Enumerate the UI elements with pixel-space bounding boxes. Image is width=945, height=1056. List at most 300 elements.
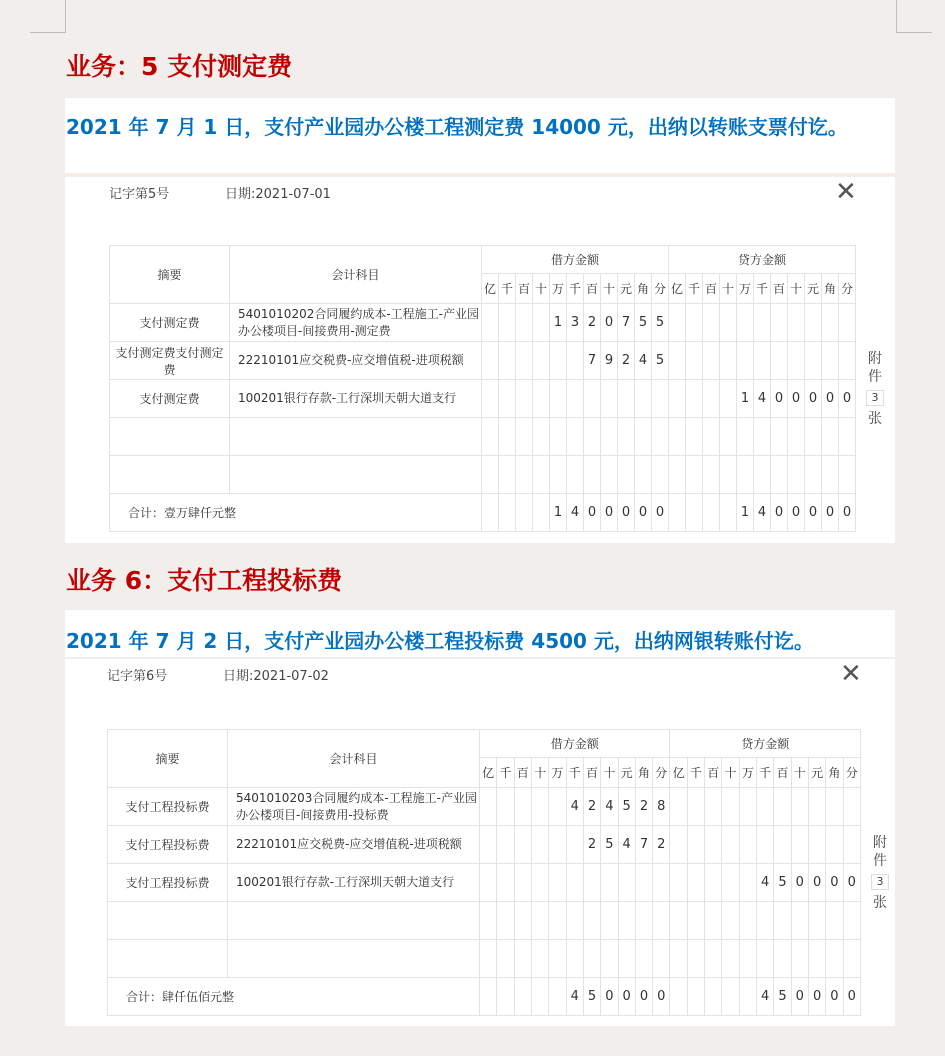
total-label: 合计：肆仟伍佰元整 [108, 978, 480, 1016]
total-credit-digit [669, 494, 686, 532]
credit-digit [774, 826, 791, 864]
entry-account [230, 418, 482, 456]
entry-row[interactable] [108, 902, 861, 940]
credit-digit [705, 864, 722, 902]
entry-row[interactable] [108, 864, 861, 902]
unit-header: 千 [686, 274, 703, 304]
credit-digit [791, 940, 808, 978]
entry-summary: 支付测定费 [110, 380, 230, 418]
debit-digit: 9 [601, 342, 618, 380]
attach-label: 张 [873, 895, 887, 911]
total-debit-digit [482, 494, 499, 532]
credit-digit [687, 826, 704, 864]
credit-digit [670, 826, 687, 864]
entry-row[interactable] [110, 380, 856, 418]
credit-digit [669, 304, 686, 342]
credit-digit [703, 418, 720, 456]
entry-summary: 支付测定费支付测定费 [110, 342, 230, 380]
debit-digit [480, 940, 497, 978]
debit-digit: 2 [635, 788, 652, 826]
credit-digit [722, 902, 739, 940]
entry-account [230, 456, 482, 494]
section-description: 2021 年 7 月 2 日，支付产业园办公楼工程投标费 4500 元，出纳网银转账付讫。 [65, 610, 895, 657]
credit-digit [720, 342, 737, 380]
total-row [108, 978, 861, 1016]
voucher-number: 记字第6号 [107, 669, 168, 684]
page-corner-mark [30, 0, 66, 33]
total-credit-digit: 0 [839, 494, 856, 532]
debit-digit: 5 [635, 304, 652, 342]
debit-digit [514, 864, 531, 902]
total-debit-digit [514, 978, 531, 1016]
debit-digit: 5 [652, 304, 669, 342]
entry-account: 5401010202合同履约成本-工程施工-产业园办公楼项目-间接费用-测定费 [230, 304, 482, 342]
total-credit-digit [720, 494, 737, 532]
debit-digit [533, 342, 550, 380]
debit-digit [653, 864, 670, 902]
debit-digit [480, 864, 497, 902]
unit-header: 亿 [480, 758, 497, 788]
credit-digit [774, 788, 791, 826]
entry-summary: 支付工程投标费 [108, 864, 228, 902]
total-debit-digit: 0 [584, 494, 601, 532]
unit-header: 千 [754, 274, 771, 304]
debit-digit [618, 380, 635, 418]
credit-digit [687, 940, 704, 978]
unit-header: 亿 [670, 758, 687, 788]
debit-digit: 5 [652, 342, 669, 380]
credit-digit [826, 902, 843, 940]
debit-digit [635, 940, 652, 978]
debit-digit [482, 380, 499, 418]
credit-digit [687, 902, 704, 940]
credit-digit [687, 864, 704, 902]
total-debit-digit [499, 494, 516, 532]
credit-digit [720, 304, 737, 342]
credit-digit [805, 342, 822, 380]
unit-header: 万 [737, 274, 754, 304]
debit-digit [549, 864, 566, 902]
debit-digit [531, 864, 548, 902]
debit-digit [566, 864, 583, 902]
credit-digit [843, 902, 860, 940]
debit-digit [601, 380, 618, 418]
unit-header: 分 [653, 758, 670, 788]
unit-header: 角 [826, 758, 843, 788]
entry-row[interactable] [108, 788, 861, 826]
debit-digit [566, 940, 583, 978]
total-debit-digit [533, 494, 550, 532]
debit-digit [497, 788, 514, 826]
total-debit-digit: 0 [635, 978, 652, 1016]
credit-digit [670, 788, 687, 826]
entry-summary [110, 418, 230, 456]
entry-summary: 支付工程投标费 [108, 788, 228, 826]
credit-digit [669, 418, 686, 456]
credit-digit [686, 342, 703, 380]
total-debit-digit: 4 [566, 978, 583, 1016]
credit-digit [754, 418, 771, 456]
debit-digit [635, 902, 652, 940]
credit-digit [771, 418, 788, 456]
page-corner-mark [896, 0, 932, 33]
debit-digit [618, 456, 635, 494]
debit-digit: 4 [566, 788, 583, 826]
total-debit-digit [516, 494, 533, 532]
unit-header: 十 [531, 758, 548, 788]
attach-label: 张 [868, 411, 882, 427]
voucher-number: 记字第5号 [109, 187, 170, 202]
total-debit-digit: 0 [618, 494, 635, 532]
credit-digit [722, 940, 739, 978]
credit-digit: 0 [826, 864, 843, 902]
credit-digit [722, 788, 739, 826]
debit-digit [550, 380, 567, 418]
credit-digit [686, 456, 703, 494]
credit-digit [669, 456, 686, 494]
entry-account: 100201银行存款-工行深圳天朝大道支行 [230, 380, 482, 418]
debit-digit: 3 [567, 304, 584, 342]
debit-digit [531, 902, 548, 940]
credit-digit [737, 418, 754, 456]
debit-digit [635, 864, 652, 902]
debit-digit: 4 [601, 788, 618, 826]
credit-digit [843, 788, 860, 826]
total-debit-digit [531, 978, 548, 1016]
debit-digit [583, 864, 600, 902]
debit-digit [618, 864, 635, 902]
debit-digit [514, 902, 531, 940]
unit-header: 十 [720, 274, 737, 304]
credit-digit [843, 940, 860, 978]
credit-digit: 0 [791, 864, 808, 902]
credit-digit [822, 342, 839, 380]
total-credit-digit: 1 [737, 494, 754, 532]
credit-digit: 5 [774, 864, 791, 902]
debit-digit [652, 418, 669, 456]
total-credit-digit [670, 978, 687, 1016]
debit-digit [497, 902, 514, 940]
debit-digit [618, 902, 635, 940]
debit-digit [531, 940, 548, 978]
credit-digit: 1 [737, 380, 754, 418]
debit-digit [533, 418, 550, 456]
credit-digit: 4 [754, 380, 771, 418]
debit-digit [567, 456, 584, 494]
debit-digit [497, 826, 514, 864]
credit-digit: 0 [805, 380, 822, 418]
credit-digit [808, 940, 825, 978]
voucher-table [107, 729, 861, 1016]
debit-digit: 5 [601, 826, 618, 864]
credit-digit [788, 342, 805, 380]
debit-digit [584, 456, 601, 494]
total-credit-digit [739, 978, 756, 1016]
debit-digit [549, 788, 566, 826]
debit-digit [514, 788, 531, 826]
entry-row[interactable] [108, 826, 861, 864]
entry-summary: 支付工程投标费 [108, 826, 228, 864]
unit-header: 分 [839, 274, 856, 304]
header-summary: 摘要 [110, 246, 230, 304]
credit-digit [739, 940, 756, 978]
credit-digit [722, 826, 739, 864]
unit-header: 千 [567, 274, 584, 304]
attachment-count [865, 350, 885, 428]
debit-digit [601, 456, 618, 494]
credit-digit [703, 456, 720, 494]
credit-digit [822, 304, 839, 342]
debit-digit [653, 940, 670, 978]
debit-digit: 2 [583, 826, 600, 864]
debit-digit [584, 380, 601, 418]
credit-digit [720, 456, 737, 494]
credit-digit [791, 788, 808, 826]
debit-digit: 7 [584, 342, 601, 380]
total-row [110, 494, 856, 532]
credit-digit [839, 456, 856, 494]
debit-digit [533, 456, 550, 494]
unit-header: 十 [533, 274, 550, 304]
credit-digit [720, 380, 737, 418]
total-credit-digit [687, 978, 704, 1016]
attachment-count-input[interactable]: 3 [871, 874, 889, 890]
entry-account: 22210101应交税费-应交增值税-进项税额 [230, 342, 482, 380]
entry-summary [108, 902, 228, 940]
total-credit-digit: 0 [843, 978, 860, 1016]
total-credit-digit: 0 [791, 978, 808, 1016]
debit-digit [618, 418, 635, 456]
unit-header: 百 [771, 274, 788, 304]
unit-header: 十 [722, 758, 739, 788]
unit-header: 十 [788, 274, 805, 304]
unit-header: 元 [618, 758, 635, 788]
total-debit-digit: 0 [601, 978, 618, 1016]
credit-digit [705, 788, 722, 826]
debit-digit [533, 304, 550, 342]
voucher-date: 日期:2021-07-02 [223, 669, 329, 684]
credit-digit [703, 304, 720, 342]
credit-digit [754, 456, 771, 494]
unit-header: 角 [635, 274, 652, 304]
unit-header: 元 [805, 274, 822, 304]
credit-digit [771, 456, 788, 494]
total-debit-digit: 0 [653, 978, 670, 1016]
unit-header: 万 [549, 758, 566, 788]
credit-digit [670, 864, 687, 902]
debit-digit: 4 [635, 342, 652, 380]
debit-digit [516, 380, 533, 418]
debit-digit [549, 826, 566, 864]
credit-digit [737, 456, 754, 494]
credit-digit: 4 [757, 864, 774, 902]
entry-row[interactable] [108, 940, 861, 978]
debit-digit [635, 418, 652, 456]
debit-digit [499, 380, 516, 418]
entry-summary: 支付测定费 [110, 304, 230, 342]
attachment-count-input[interactable]: 3 [866, 390, 884, 406]
credit-digit [670, 902, 687, 940]
total-debit-digit: 5 [583, 978, 600, 1016]
credit-digit [826, 940, 843, 978]
debit-digit [482, 418, 499, 456]
credit-digit [754, 342, 771, 380]
total-credit-digit: 0 [808, 978, 825, 1016]
debit-digit [618, 940, 635, 978]
debit-digit [583, 902, 600, 940]
credit-digit [705, 826, 722, 864]
debit-digit [652, 456, 669, 494]
debit-digit [550, 418, 567, 456]
debit-digit [567, 418, 584, 456]
debit-digit [566, 902, 583, 940]
credit-digit [805, 304, 822, 342]
credit-digit [826, 826, 843, 864]
unit-header: 百 [774, 758, 791, 788]
credit-digit [839, 304, 856, 342]
entry-account: 22210101应交税费-应交增值税-进项税额 [228, 826, 480, 864]
credit-digit [720, 418, 737, 456]
entry-account: 5401010203合同履约成本-工程施工-产业园办公楼项目-间接费用-投标费 [228, 788, 480, 826]
debit-digit [566, 826, 583, 864]
debit-digit [601, 864, 618, 902]
header-credit: 贷方金额 [669, 246, 856, 274]
credit-digit [757, 902, 774, 940]
total-credit-digit: 0 [826, 978, 843, 1016]
total-label: 合计：壹万肆仟元整 [110, 494, 482, 532]
credit-digit [757, 940, 774, 978]
debit-digit: 8 [653, 788, 670, 826]
unit-header: 角 [635, 758, 652, 788]
entry-row[interactable] [110, 418, 856, 456]
unit-header: 分 [843, 758, 860, 788]
credit-digit [669, 380, 686, 418]
credit-digit [757, 788, 774, 826]
header-credit: 贷方金额 [670, 730, 860, 758]
total-debit-digit [480, 978, 497, 1016]
close-icon[interactable]: ✕ [835, 177, 857, 207]
entry-summary [108, 940, 228, 978]
credit-digit [826, 788, 843, 826]
unit-header: 亿 [482, 274, 499, 304]
attach-label: 附 [873, 835, 887, 851]
credit-digit: 0 [822, 380, 839, 418]
credit-digit [669, 342, 686, 380]
unit-header: 万 [550, 274, 567, 304]
total-debit-digit: 0 [652, 494, 669, 532]
unit-header: 元 [808, 758, 825, 788]
credit-digit [805, 418, 822, 456]
debit-digit [499, 342, 516, 380]
total-debit-digit: 1 [550, 494, 567, 532]
credit-digit [791, 902, 808, 940]
credit-digit [703, 380, 720, 418]
debit-digit [482, 456, 499, 494]
attachment-count [870, 834, 890, 912]
debit-digit [516, 304, 533, 342]
debit-digit [550, 342, 567, 380]
debit-digit: 2 [583, 788, 600, 826]
credit-digit [822, 418, 839, 456]
header-debit: 借方金额 [482, 246, 669, 274]
credit-digit [757, 826, 774, 864]
entry-row[interactable] [110, 342, 856, 380]
unit-header: 百 [516, 274, 533, 304]
debit-digit [584, 418, 601, 456]
debit-digit: 1 [550, 304, 567, 342]
credit-digit [737, 304, 754, 342]
unit-header: 十 [791, 758, 808, 788]
total-credit-digit [703, 494, 720, 532]
unit-header: 千 [499, 274, 516, 304]
debit-digit [516, 418, 533, 456]
entry-row[interactable] [110, 304, 856, 342]
voucher-date: 日期:2021-07-01 [225, 187, 331, 202]
attach-label: 附 [868, 351, 882, 367]
credit-digit: 0 [843, 864, 860, 902]
credit-digit [808, 902, 825, 940]
credit-digit [670, 940, 687, 978]
total-credit-digit: 0 [805, 494, 822, 532]
close-icon[interactable]: ✕ [840, 659, 862, 689]
total-credit-digit: 4 [754, 494, 771, 532]
credit-digit [686, 380, 703, 418]
debit-digit [601, 902, 618, 940]
section-heading: 业务 6：支付工程投标费 [66, 566, 343, 595]
debit-digit [601, 418, 618, 456]
unit-header: 千 [757, 758, 774, 788]
debit-digit [635, 380, 652, 418]
entry-account [228, 902, 480, 940]
total-credit-digit: 5 [774, 978, 791, 1016]
credit-digit [686, 304, 703, 342]
debit-digit: 7 [635, 826, 652, 864]
credit-digit [774, 902, 791, 940]
entry-summary [110, 456, 230, 494]
credit-digit [771, 304, 788, 342]
attach-label: 件 [868, 369, 882, 385]
credit-digit [705, 902, 722, 940]
total-credit-digit [686, 494, 703, 532]
total-credit-digit [722, 978, 739, 1016]
total-debit-digit: 0 [601, 494, 618, 532]
section-heading: 业务：5 支付测定费 [66, 52, 293, 81]
debit-digit [499, 418, 516, 456]
credit-digit [705, 940, 722, 978]
unit-header: 千 [566, 758, 583, 788]
entry-row[interactable] [110, 456, 856, 494]
credit-digit [822, 456, 839, 494]
unit-header: 百 [583, 758, 600, 788]
credit-digit [788, 304, 805, 342]
credit-digit: 0 [788, 380, 805, 418]
debit-digit [533, 380, 550, 418]
credit-digit [788, 418, 805, 456]
total-debit-digit [497, 978, 514, 1016]
header-debit: 借方金额 [480, 730, 670, 758]
header-account: 会计科目 [230, 246, 482, 304]
debit-digit [635, 456, 652, 494]
credit-digit [754, 304, 771, 342]
debit-digit: 0 [601, 304, 618, 342]
debit-digit [531, 826, 548, 864]
debit-digit [480, 826, 497, 864]
header-summary: 摘要 [108, 730, 228, 788]
debit-digit [516, 456, 533, 494]
total-debit-digit: 4 [567, 494, 584, 532]
credit-digit [788, 456, 805, 494]
section-description: 2021 年 7 月 1 日，支付产业园办公楼工程测定费 14000 元，出纳以转账支票付讫。 [65, 98, 895, 173]
